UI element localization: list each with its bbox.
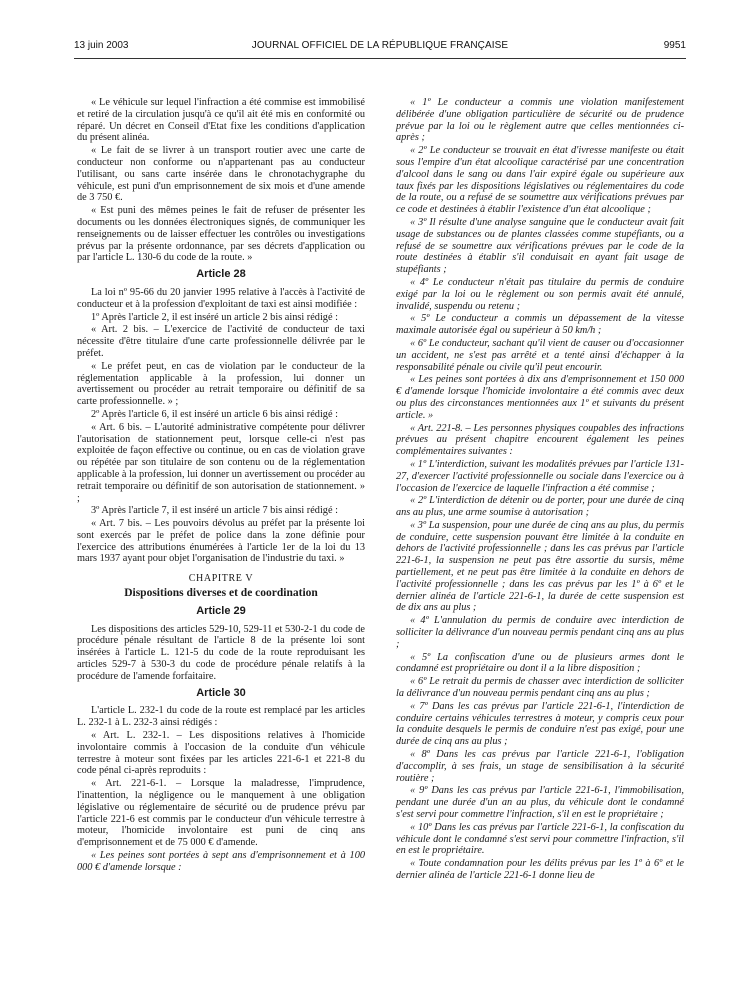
paragraph: « Les peines sont portées à sept ans d'emprisonnement et à 100 000 € d'amende lorsque : bbox=[77, 850, 365, 873]
paragraph: « Le fait de se livrer à un transport routier avec une carte de conducteur non conforme ou n'appartenant pas au conducteur l'utilisant, ou sans carte insérée dans le chronotachygraphe du véhicule, est puni d'un emprisonnement de six mois et d'une amende de 3 750 €. bbox=[77, 145, 365, 204]
paragraph: « 10º Dans les cas prévus par l'article 221-6-1, la confiscation du véhicule dont le condamné s'est servi pour commettre l'infraction, s'il en est le propriétaire. bbox=[396, 821, 684, 857]
paragraph: « Toute condamnation pour les délits prévus par les 1º à 6º et le dernier alinéa de l'article 221-6-1 donne lieu de bbox=[396, 858, 684, 881]
paragraph: « Est puni des mêmes peines le fait de refuser de présenter les documents ou les données électroniques signés, de communiquer les renseignements ou de laisser effectuer les contrôles ou investigations prévus par la présente ordonnance, par ses décrets d'application ou par l'article L. 130-6 du code de la route. » bbox=[77, 205, 365, 264]
paragraph: « Art. 221-6-1. – Lorsque la maladresse, l'imprudence, l'inattention, la négligence ou le manquement à une obligation législative ou réglementaire de sécurité ou de prudence prévu par l'article 221-6 est commis par le conducteur d'un véhicule terrestre à moteur, l'homicide involontaire est puni de cinq ans d'emprisonnement et de 75 000 € d'amende. bbox=[77, 778, 365, 849]
paragraph: 3º Après l'article 7, il est inséré un article 7 bis ainsi rédigé : bbox=[91, 505, 338, 517]
paragraph: La loi nº 95-66 du 20 janvier 1995 relative à l'accès à l'activité de conducteur et à la profession d'exploitant de taxi est ainsi modifiée : bbox=[77, 286, 365, 310]
paragraph: « 1º L'interdiction, suivant les modalités prévues par l'article 131-27, d'exercer l'activité professionnelle ou sociale dans l'exercice ou à l'occasion de l'exercice de laquelle l'infraction a été commise ; bbox=[396, 458, 684, 494]
paragraph: « 8º Dans les cas prévus par l'article 221-6-1, l'obligation d'accomplir, à ses frais, un stage de sensibilisation à la sécurité routière ; bbox=[396, 749, 684, 784]
article-heading: Article 29 bbox=[196, 604, 246, 617]
paragraph: « 1º Le conducteur a commis une violation manifestement délibérée d'une obligation particulière de sécurité ou de prudence prévue par la loi ou le règlement autre que celles mentionnées ci-après ; bbox=[396, 97, 684, 144]
paragraph: « 2º Le conducteur se trouvait en état d'ivresse manifeste ou était sous l'empire d'un état alcoolique caractérisé par une concentration d'alcool dans le sang ou dans l'air expiré égale ou supérieure aux taux fixés par les dispositions législatives ou réglementaires du code de la route, ou a refusé de se soumettre aux vérifications prévues par ce code et destinées à établir l'existence d'un état alcoolique ; bbox=[396, 145, 684, 216]
section-title: Dispositions diverses et de coordination bbox=[124, 587, 318, 600]
paragraph: « Art. 221-8. – Les personnes physiques coupables des infractions prévues au présent chapitre encourent également les peines complémentaires suivantes : bbox=[396, 422, 684, 458]
article-heading: Article 30 bbox=[196, 686, 246, 699]
paragraph: « Le véhicule sur lequel l'infraction a été commise est immobilisé et retiré de la circulation jusqu'à ce qu'il ait été mis en conformité ou réparé. Un décret en Conseil d'Etat fixe les conditions d'application du présent alinéa. bbox=[77, 97, 365, 144]
paragraph: « 3º Il résulte d'une analyse sanguine que le conducteur avait fait usage de substances ou de plantes classées comme stupéfiants, ou a refusé de se soumettre aux vérifications prévues par le code de la route destinées à établir s'il conduisait en ayant fait usage de stupéfiants ; bbox=[396, 216, 684, 276]
header-date: 13 juin 2003 bbox=[74, 40, 129, 51]
header-rule bbox=[74, 58, 686, 59]
paragraph: « 9º Dans les cas prévus par l'article 221-6-1, l'immobilisation, pendant une durée d'un an au plus, du véhicule dont le condamné s'est servi pour commettre l'infraction, s'il en est le propriétaire ; bbox=[396, 785, 684, 821]
paragraph: « 5º La confiscation d'une ou de plusieurs armes dont le condamné est propriétaire ou dont il a la libre disposition ; bbox=[396, 651, 684, 675]
paragraph: « 7º Dans les cas prévus par l'article 221-6-1, l'interdiction de conduire certains véhicules terrestres à moteur, y compris ceux pour la conduite desquels le permis de conduire n'est pas exigé, pour une durée de cinq ans au plus ; bbox=[396, 700, 684, 748]
paragraph: « Art. 7 bis. – Les pouvoirs dévolus au préfet par la présente loi sont exercés par le préfet de police dans la zone définie pour l'exercice des attributions énumérées à l'article 1er de la loi du 13 mars 1937 ayant pour objet l'organisation de l'industrie du taxi. » bbox=[77, 518, 365, 565]
paragraph: « Art. L. 232-1. – Les dispositions relatives à l'homicide involontaire commis à l'occasion de la conduite d'un véhicule terrestre à moteur sont fixées par les articles 221-6-1 et 221-8 du code pénal ci-après reproduits : bbox=[77, 730, 365, 777]
article-heading: Article 28 bbox=[196, 268, 246, 281]
paragraph: « Les peines sont portées à dix ans d'emprisonnement et 150 000 € d'amende lorsque l'homicide involontaire a été commis avec deux ou plus des circonstances mentionnées aux 1º et suivants du présent article. » bbox=[396, 374, 684, 421]
paragraph: « Art. 2 bis. – L'exercice de l'activité de conducteur de taxi nécessite d'être titulaire d'une carte professionnelle délivrée par le préfet. bbox=[77, 324, 365, 359]
paragraph: « 6º Le retrait du permis de chasser avec interdiction de solliciter la délivrance d'un nouveau permis pendant cinq ans au plus ; bbox=[396, 676, 684, 700]
paragraph: « Art. 6 bis. – L'autorité administrative compétente pour délivrer l'autorisation de stationnement peut, lorsque celle-ci n'est pas exploitée de façon effective ou continue, ou en cas de violation grave ou répétée par son titulaire de son contenu ou de la réglementation applicable à la profession, lui donner un avertissement ou procéder au retrait temporaire ou définitif de son autorisation de stationnement. » ; bbox=[77, 421, 365, 504]
paragraph: « 2º L'interdiction de détenir ou de porter, pour une durée de cinq ans au plus, une arme soumise à autorisation ; bbox=[396, 495, 684, 519]
paragraph: « 4º Le conducteur n'était pas titulaire du permis de conduire exigé par la loi ou le règlement ou son permis avait été annulé, invalidé, suspendu ou retenu ; bbox=[396, 276, 684, 312]
left-column bbox=[77, 97, 365, 875]
paragraph: « 4º L'annulation du permis de conduire avec interdiction de solliciter la délivrance d'un nouveau permis pendant cinq ans au plus ; bbox=[396, 615, 684, 650]
paragraph: « 6º Le conducteur, sachant qu'il vient de causer ou d'occasionner un accident, ne s'est pas arrêté et a tenté ainsi d'échapper à la responsabilité pénale ou civile qu'il peut encourir. bbox=[396, 337, 684, 373]
paragraph: 1º Après l'article 2, il est inséré un article 2 bis ainsi rédigé : bbox=[91, 311, 338, 323]
paragraph: « 5º Le conducteur a commis un dépassement de la vitesse maximale autorisée égal ou supérieur à 50 km/h ; bbox=[396, 313, 684, 337]
right-column bbox=[396, 97, 684, 883]
paragraph: « 3º La suspension, pour une durée de cinq ans au plus, du permis de conduire, cette suspension pouvant être limitée à la conduite en dehors de l'activité professionnelle ; dans les cas prévus par l'article 221-6-1, la suspension ne peut pas être assortie du sursis, même partiellement, et ne peut pas être limitée à la conduite en dehors de l'activité professionnelle ; dans les cas prévus par les 1º à 6º et le dernier alinéa de l'article 221-6-1, la durée de cette suspension est de dix ans au plus ; bbox=[396, 519, 684, 614]
chapter-label: CHAPITRE V bbox=[188, 573, 254, 585]
paragraph: « Le préfet peut, en cas de violation par le conducteur de la réglementation applicable à la profession, lui donner un avertissement ou procéder au retrait temporaire ou définitif de sa carte professionnelle. » ; bbox=[77, 360, 365, 408]
paragraph: 2º Après l'article 6, il est inséré un article 6 bis ainsi rédigé : bbox=[91, 408, 338, 420]
paragraph: L'article L. 232-1 du code de la route est remplacé par les articles L. 232-1 à L. 232-3 ainsi rédigés : bbox=[77, 705, 365, 729]
page-number: 9951 bbox=[663, 40, 686, 51]
header-title: JOURNAL OFFICIEL DE LA RÉPUBLIQUE FRANÇAISE bbox=[251, 40, 509, 51]
paragraph: Les dispositions des articles 529-10, 529-11 et 530-2-1 du code de procédure pénale résultant de l'article 8 de la présente loi sont insérées à l'article L. 121-5 du code de la route reproduisant les articles 529-7 à 530-3 du code de procédure pénale relatifs à la procédure de l'amende forfaitaire. bbox=[77, 623, 365, 682]
